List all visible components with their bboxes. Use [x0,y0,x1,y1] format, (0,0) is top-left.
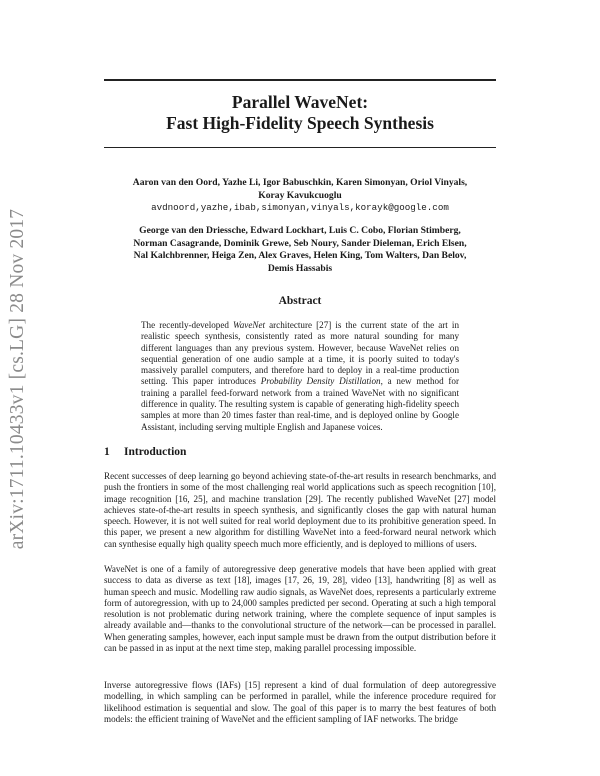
title-bottom-rule [104,147,496,148]
arxiv-id: arXiv:1711.10433v1 [cs.LG] 28 Nov 2017 [7,208,28,550]
abstract-emphasis: WaveNet [233,320,266,330]
intro-paragraph-1: Recent successes of deep learning go beyond achieving state-of-the-art results in research benchmarks, and push the frontiers in some of the most challenging real world applications such as speech recognition [10], image recognition [16, 25], and machine translation [29]. The recently published WaveNet [27] model achieves state-of-the-art results in speech synthesis, and significantly closes the gap with natural human speech. However, it is not well suited for real world deployment due to its prohibitive generation speed. In this paper, we present a new algorithm for distilling WaveNet into a feed-forward neural network which can synthesise equally high quality speech much more efficiently, and is deployed to millions of users. [104,471,496,549]
author-line: Koray Kavukcuoglu [258,189,342,201]
section-number: 1 [104,446,110,458]
intro-paragraph-2: WaveNet is one of a family of autoregressive deep generative models that have been applied with great success to data as diverse as text [18], images [17, 26, 19, 28], video [13], handwriting [8] as well as human speech and music. Modelling raw audio signals, as WaveNet does, represents a particularly extreme form of autoregression, with up to 24,000 samples predicted per second. Operating at such a high temporal resolution is not problematic during network training, where the complete sequence of input samples is already available and—thanks to the convolutional structure of the network—can be processed in parallel. When generating samples, however, each input sample must be drawn from the output distribution before it can be passed in as input at the next time step, making parallel processing impossible. [104,564,496,654]
author-block-2 [104,225,496,275]
title-top-rule [104,79,496,81]
author-line: Norman Casagrande, Dominik Grewe, Seb Noury, Sander Dieleman, Erich Elsen, [133,237,467,249]
section-heading [104,446,186,458]
author-block-1 [104,177,496,215]
section-title: Introduction [124,446,187,458]
author-email: avdnoord,yazhe,ibab,simonyan,vinyals,korayk@google.com [151,202,449,214]
arxiv-watermark [2,208,34,550]
author-line: Aaron van den Oord, Yazhe Li, Igor Babuschkin, Karen Simonyan, Oriol Vinyals, [132,177,468,188]
intro-paragraph-3: Inverse autoregressive flows (IAFs) [15] represent a kind of dual formulation of deep autoregressive modelling, in which sampling can be performed in parallel, while the inference procedure required for likelihood estimation is sequential and slow. The goal of this paper is to marry the best features of both models: the efficient training of WaveNet and the efficient sampling of IAF networks. The bridge [104,680,496,724]
title-line-2: Fast High-Fidelity Speech Synthesis [166,113,434,133]
author-line: Demis Hassabis [267,262,333,274]
author-line: George van den Driessche, Edward Lockhart, Luis C. Cobo, Florian Stimberg, [139,225,461,236]
abstract-heading: Abstract [278,295,322,307]
abstract-text: The recently-developed WaveNet architecture [27] is the current state of the art in realistic speech synthesis, consistently rated as more natural sounding for many different languages than any previous system. However, because WaveNet relies on sequential generation of one audio sample at a time, it is poorly suited to today's massively parallel computers, and therefore hard to deploy in a real-time production setting. This paper introduces Probability Density Distillation, a new method for training a parallel feed-forward network from a trained WaveNet with no significant difference in quality. The resulting system is capable of generating high-fidelity speech samples at more than 20 times faster than real-time, and is deployed online by Google Assistant, including serving multiple English and Japanese voices. [141,320,459,432]
abstract-emphasis: Probability Density Distillation [260,376,381,387]
title-line-1: Parallel WaveNet: [231,92,369,112]
paper-title [104,92,496,134]
author-line: Nal Kalchbrenner, Heiga Zen, Alex Graves, Helen King, Tom Walters, Dan Belov, [133,250,467,262]
